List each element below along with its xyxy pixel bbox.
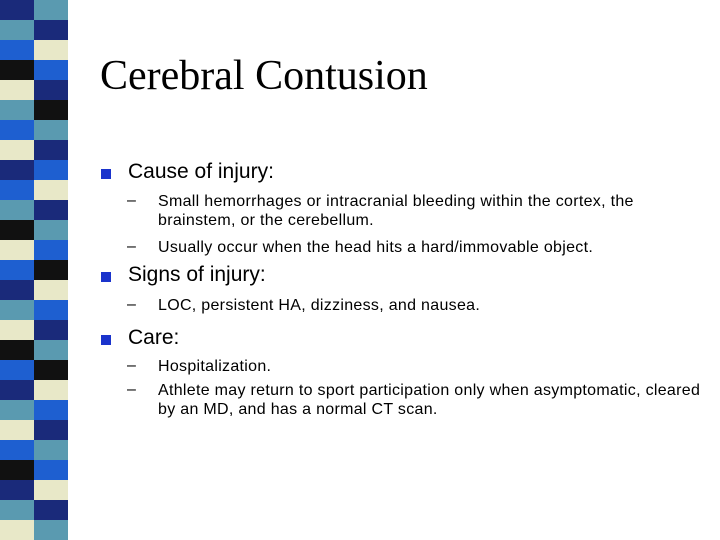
stripe-tile bbox=[0, 280, 34, 300]
stripe-tile bbox=[0, 220, 34, 240]
sub-item-text: Usually occur when the head hits a hard/immovable object. bbox=[158, 239, 594, 256]
stripe-tile bbox=[0, 140, 34, 160]
stripe-tile bbox=[34, 80, 68, 100]
stripe-tile bbox=[0, 320, 34, 340]
stripe-tile bbox=[0, 500, 34, 520]
stripe-tile bbox=[34, 240, 68, 260]
stripe-tile bbox=[34, 280, 68, 300]
stripe-tile bbox=[0, 40, 34, 60]
dash-bullet-icon: – bbox=[127, 357, 136, 374]
stripe-tile bbox=[34, 40, 68, 60]
stripe-tile bbox=[0, 200, 34, 220]
stripe-tile bbox=[0, 440, 34, 460]
sub-item-text: Hospitalization. bbox=[158, 358, 272, 375]
stripe-tile bbox=[0, 420, 34, 440]
stripe-tile bbox=[0, 0, 34, 20]
stripe-tile bbox=[0, 260, 34, 280]
stripe-tile bbox=[0, 460, 34, 480]
square-bullet-icon bbox=[101, 169, 111, 179]
stripe-tile bbox=[0, 360, 34, 380]
dash-bullet-icon: – bbox=[127, 381, 136, 398]
stripe-tile bbox=[34, 300, 68, 320]
stripe-tile bbox=[0, 300, 34, 320]
stripe-tile bbox=[34, 260, 68, 280]
square-bullet-icon bbox=[101, 335, 111, 345]
dash-bullet-icon: – bbox=[127, 192, 136, 209]
stripe-tile bbox=[34, 360, 68, 380]
stripe-tile bbox=[34, 0, 68, 20]
stripe-tile bbox=[0, 100, 34, 120]
slide-title: Cerebral Contusion bbox=[100, 53, 428, 99]
stripe-tile bbox=[34, 100, 68, 120]
sub-item-text: LOC, persistent HA, dizziness, and nausea. bbox=[158, 297, 481, 314]
stripe-tile bbox=[0, 60, 34, 80]
stripe-tile bbox=[34, 220, 68, 240]
decorative-stripe-bar bbox=[0, 0, 68, 540]
bullet-label: Cause of injury: bbox=[128, 160, 274, 183]
stripe-tile bbox=[34, 380, 68, 400]
bullet-label: Care: bbox=[128, 326, 180, 349]
stripe-tile bbox=[0, 20, 34, 40]
stripe-tile bbox=[0, 340, 34, 360]
square-bullet-icon bbox=[101, 272, 111, 282]
dash-bullet-icon: – bbox=[127, 296, 136, 313]
stripe-tile bbox=[34, 320, 68, 340]
stripe-tile bbox=[34, 420, 68, 440]
stripe-tile bbox=[34, 20, 68, 40]
stripe-tile bbox=[34, 200, 68, 220]
sub-item-text: Small hemorrhages or intracranial bleeding within the cortex, the brainstem, or the cerebellum. bbox=[158, 193, 634, 229]
stripe-tile bbox=[34, 60, 68, 80]
stripe-tile bbox=[0, 480, 34, 500]
stripe-tile bbox=[34, 340, 68, 360]
stripe-tile bbox=[34, 160, 68, 180]
stripe-tile bbox=[34, 440, 68, 460]
stripe-tile bbox=[34, 400, 68, 420]
stripe-tile bbox=[34, 500, 68, 520]
stripe-tile bbox=[0, 520, 34, 540]
stripe-tile bbox=[0, 400, 34, 420]
stripe-tile bbox=[34, 140, 68, 160]
stripe-tile bbox=[34, 520, 68, 540]
stripe-tile bbox=[0, 380, 34, 400]
stripe-tile bbox=[0, 120, 34, 140]
sub-item-text: Athlete may return to sport participation only when asymptomatic, cleared by an MD, and has a normal CT scan. bbox=[158, 382, 701, 418]
stripe-tile bbox=[34, 480, 68, 500]
stripe-tile bbox=[0, 180, 34, 200]
stripe-tile bbox=[0, 80, 34, 100]
dash-bullet-icon: – bbox=[127, 238, 136, 255]
stripe-tile bbox=[0, 160, 34, 180]
stripe-tile bbox=[34, 460, 68, 480]
stripe-tile bbox=[34, 180, 68, 200]
stripe-tile bbox=[34, 120, 68, 140]
bullet-label: Signs of injury: bbox=[128, 263, 266, 286]
stripe-tile bbox=[0, 240, 34, 260]
